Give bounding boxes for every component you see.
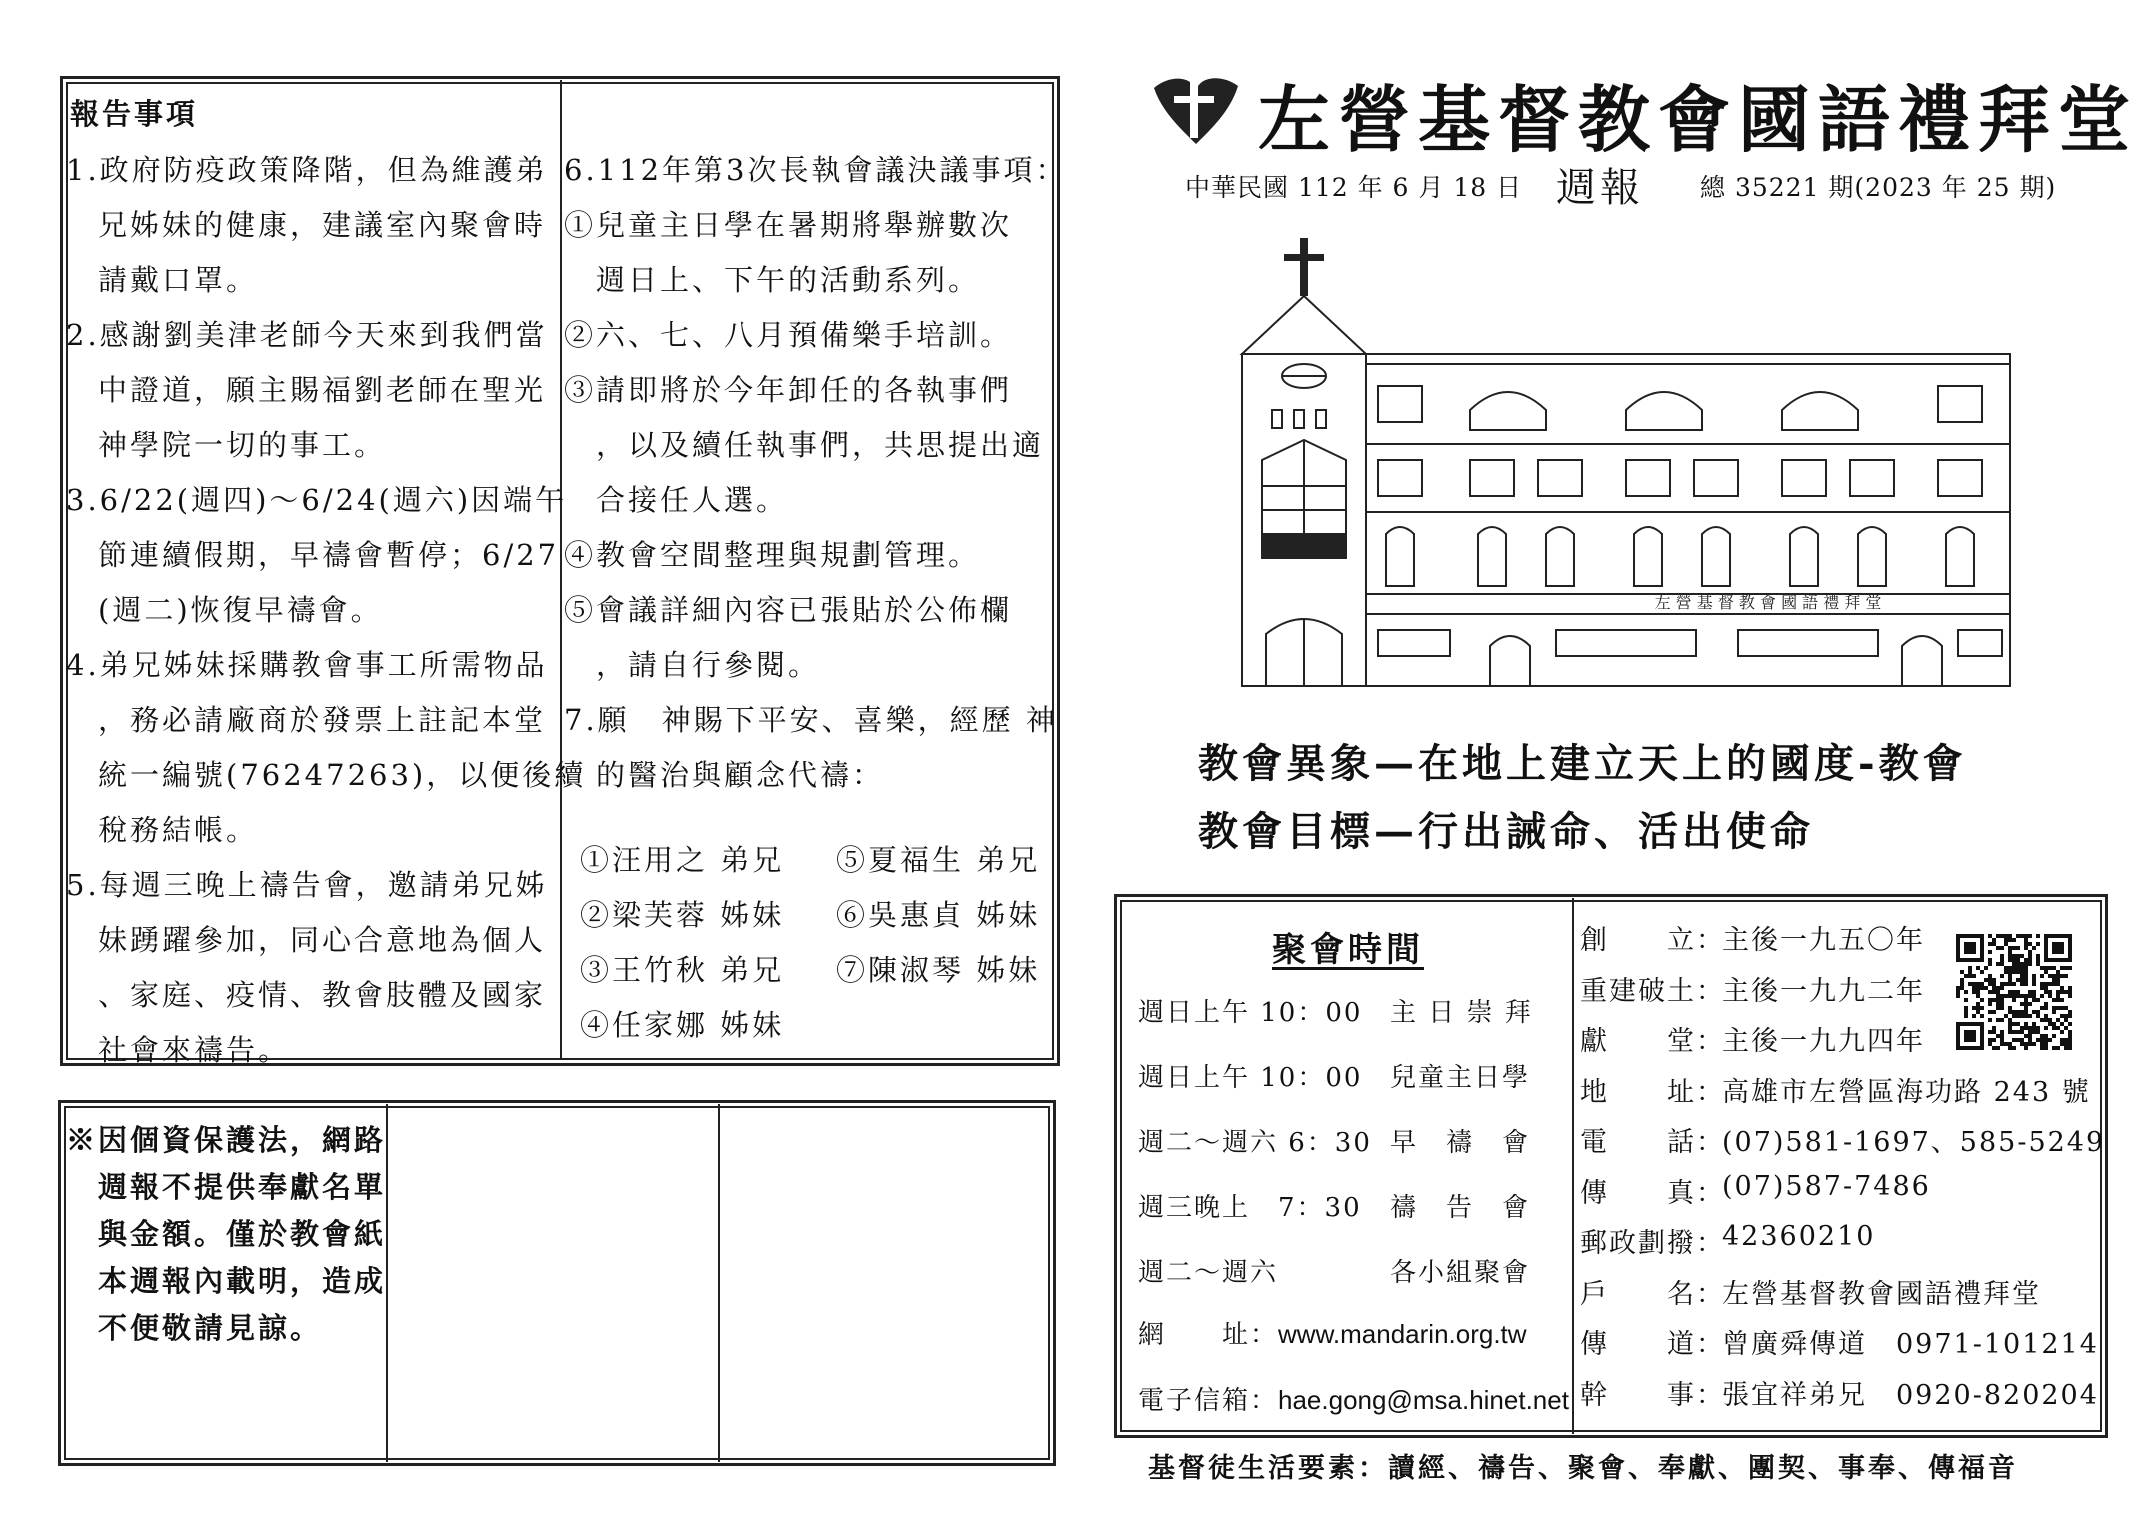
announcement-line: ⑤會議詳細內容已張貼於公佈欄 <box>564 593 1013 627</box>
announcement-line: 節連續假期，早禱會暫停；6/27 <box>66 538 560 572</box>
prayer-name: ⑤夏福生 弟兄 <box>836 843 1041 877</box>
bulletin-issue: 總 35221 期(2023 年 25 期) <box>1700 173 2057 202</box>
announcement-line: ②六、七、八月預備樂手培訓。 <box>564 318 1013 352</box>
prayer-name: ④任家娜 姊妹 <box>580 1008 785 1042</box>
prayer-name: ②梁芙蓉 姊妹 <box>580 898 785 932</box>
announcement-line: 統一編號(76247263)，以便後續 <box>66 758 587 792</box>
website-label: 網 址： <box>1138 1320 1279 1350</box>
privacy-notice-line: 與金額。僅於教會紙 <box>66 1217 387 1251</box>
announcement-line: 稅務結帳。 <box>66 813 259 847</box>
announcements-heading: 報告事項 <box>70 97 199 131</box>
vision-motto: 教會異象—在地上建立天上的國度-教會 <box>1198 740 1967 787</box>
announcement-line: ③請即將於今年卸任的各執事們 <box>564 373 1013 407</box>
announcement-line: 請戴口罩。 <box>66 263 259 297</box>
building-sign: 左 營 基 督 教 會 國 語 禮 拜 堂 <box>1654 593 1882 612</box>
announcement-line: 4.弟兄姊妹採購教會事工所需物品 <box>66 648 548 682</box>
announcement-line: 1.政府防疫政策降階，但為維護弟 <box>66 153 548 187</box>
website-link[interactable]: www.mandarin.org.tw <box>1278 1319 1527 1349</box>
announcement-line: ④教會空間整理與規劃管理。 <box>564 538 981 572</box>
announcement-line: 6.112年第3次長執會議決議事項： <box>564 153 1068 187</box>
announcements-divider <box>560 80 562 1060</box>
privacy-notice-line: 本週報內載明，造成 <box>66 1264 387 1298</box>
church-info-value: 曾廣舜傳道 0971-101214 <box>1722 1329 2099 1360</box>
announcement-line: 社會來禱告。 <box>66 1033 291 1067</box>
announcement-line: ①兒童主日學在暑期將舉辦數次 <box>564 208 1013 242</box>
church-info-label: 幹 事： <box>1580 1379 1725 1411</box>
meeting-name: 各小組聚會 <box>1390 1258 1531 1288</box>
website-row <box>1138 1314 1527 1351</box>
announcement-line: 的醫治與顧念代禱： <box>564 758 885 792</box>
footer-motto: 基督徒生活要素：讀經、禱告、聚會、奉獻、團契、事奉、傳福音 <box>1148 1453 2018 1484</box>
meeting-name: 禱 告 會 <box>1390 1193 1531 1223</box>
prayer-name: ⑥吳惠貞 姊妹 <box>836 898 1041 932</box>
prayer-name: ⑦陳淑琴 姊妹 <box>836 953 1041 987</box>
email-link[interactable]: hae.gong@msa.hinet.net <box>1278 1385 1569 1415</box>
church-info-label: 傳 道： <box>1580 1329 1725 1360</box>
email-row <box>1138 1380 1569 1417</box>
announcement-line: ，請自行參閱。 <box>564 648 821 682</box>
church-info-value: 主後一九五〇年 <box>1722 925 1925 956</box>
goal-motto: 教會目標—行出誡命、活出使命 <box>1198 808 1814 855</box>
announcement-line: ，務必請廠商於發票上註記本堂 <box>66 703 547 737</box>
announcement-line: 妹踴躍參加，同心合意地為個人 <box>66 923 547 957</box>
announcement-line: 、家庭、疫情、教會肢體及國家 <box>66 978 547 1012</box>
church-info-value: 主後一九九四年 <box>1722 1026 1925 1057</box>
meetings-heading: 聚會時間 <box>1272 930 1424 970</box>
church-info-label: 地 址： <box>1580 1076 1725 1108</box>
info-divider <box>1572 898 1574 1434</box>
bulletin-label: 週報 <box>1556 165 1644 211</box>
email-label: 電子信箱： <box>1138 1386 1279 1416</box>
church-info-value: 高雄市左營區海功路 243 號 <box>1722 1076 2091 1108</box>
meeting-time: 週日上午 10：00 <box>1138 1063 1363 1093</box>
church-info-value: (07)587-7486 <box>1722 1170 1931 1202</box>
qr-code-icon[interactable] <box>1956 934 2072 1050</box>
church-logo-icon <box>1150 72 1242 146</box>
church-info-label: 重建破土： <box>1580 975 1725 1007</box>
meeting-time: 週二～週六 6：30 <box>1138 1128 1372 1158</box>
announcement-line: 中證道，願主賜福劉老師在聖光 <box>66 373 547 407</box>
bulletin-date: 中華民國 112 年 6 月 18 日 <box>1185 173 1523 202</box>
church-info-value: 張宜祥弟兄 0920-820204 <box>1722 1379 2099 1411</box>
announcement-line: 神學院一切的事工。 <box>66 428 387 462</box>
meeting-time: 週日上午 10：00 <box>1138 998 1363 1028</box>
church-info-value: 主後一九九二年 <box>1722 975 1925 1007</box>
privacy-notice-line: ※因個資保護法，網路 <box>66 1123 387 1157</box>
church-info-label: 創 立： <box>1580 925 1725 956</box>
announcement-line: 週日上、下午的活動系列。 <box>564 263 981 297</box>
prayer-name: ①汪用之 弟兄 <box>580 843 785 877</box>
church-info-value: 左營基督教會國語禮拜堂 <box>1722 1278 2041 1310</box>
meeting-name: 兒童主日學 <box>1390 1063 1531 1093</box>
announcement-line: 7.願 神賜下平安、喜樂，經歷 神 <box>564 703 1058 737</box>
privacy-notice-line: 週報不提供奉獻名單 <box>66 1170 387 1204</box>
privacy-notice-line: 不便敬請見諒。 <box>66 1311 323 1345</box>
meeting-name: 早 禱 會 <box>1390 1128 1531 1158</box>
announcement-line: 合接任人選。 <box>564 483 789 517</box>
church-building-illustration <box>1238 234 2014 690</box>
church-info-value: (07)581-1697、585-5249 <box>1722 1127 2106 1158</box>
church-info-label: 戶 名： <box>1580 1278 1725 1310</box>
announcement-line: 3.6/22(週四)～6/24(週六)因端午 <box>66 483 568 517</box>
church-info-label: 郵政劃撥： <box>1580 1228 1725 1259</box>
announcement-line: 2.感謝劉美津老師今天來到我們當 <box>66 318 548 352</box>
church-name: 左營基督教會國語禮拜堂 <box>1258 77 2139 162</box>
meeting-time: 週二～週六 <box>1138 1258 1279 1288</box>
offering-divider-1 <box>386 1104 388 1462</box>
offering-divider-2 <box>718 1104 720 1462</box>
meeting-time: 週三晚上 7：30 <box>1138 1193 1362 1223</box>
church-info-label: 傳 真： <box>1580 1177 1725 1209</box>
church-info-label: 電 話： <box>1580 1127 1725 1158</box>
announcement-line: 5.每週三晚上禱告會，邀請弟兄姊 <box>66 868 548 902</box>
church-info-value: 42360210 <box>1722 1221 1876 1252</box>
meeting-name: 主 日 崇 拜 <box>1390 998 1533 1028</box>
announcement-line: 兄姊妹的健康，建議室內聚會時 <box>66 208 547 242</box>
prayer-name: ③王竹秋 弟兄 <box>580 953 785 987</box>
announcement-line: (週二)恢復早禱會。 <box>66 593 383 627</box>
announcement-line: ，以及續任執事們，共思提出適 <box>564 428 1045 462</box>
church-info-label: 獻 堂： <box>1580 1026 1725 1057</box>
